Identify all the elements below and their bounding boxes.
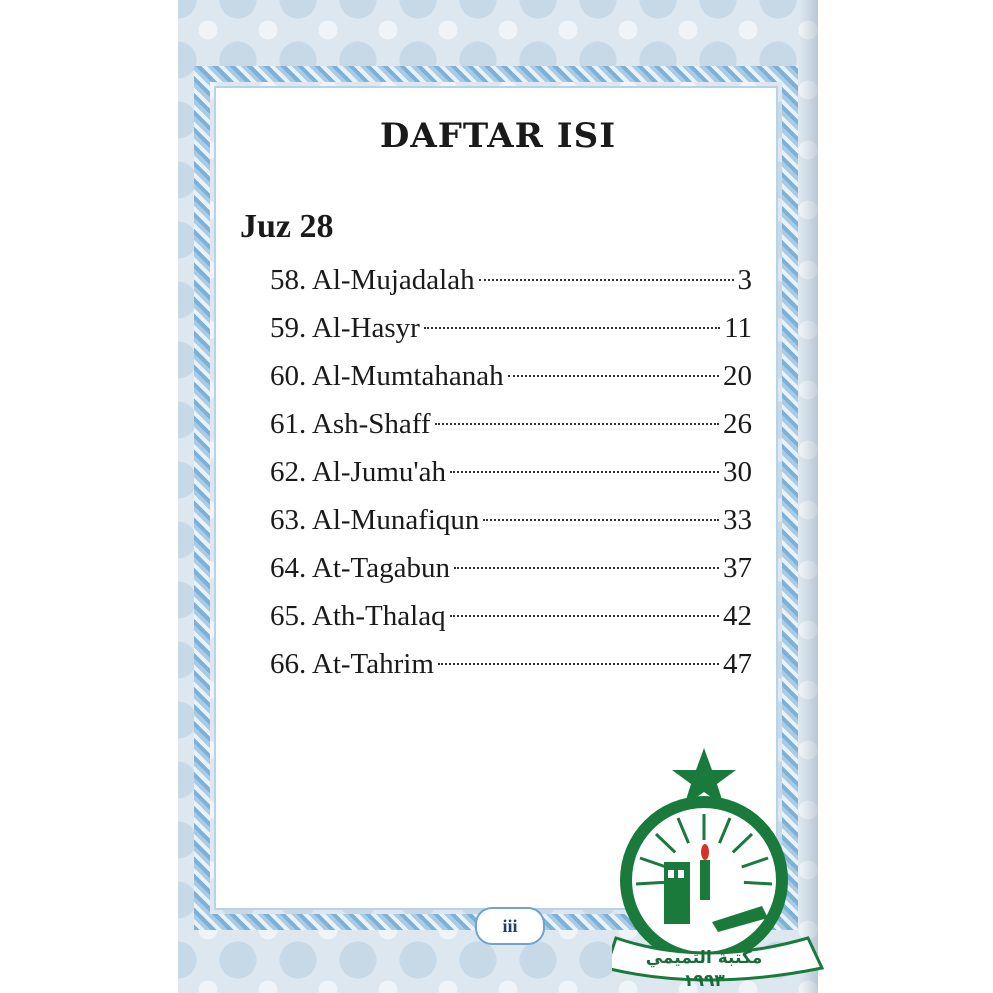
toc-entry[interactable] bbox=[270, 400, 752, 448]
dot-leader bbox=[454, 567, 719, 569]
dot-leader bbox=[450, 615, 719, 617]
publisher-logo bbox=[612, 742, 832, 990]
toc-entry-label: 59. Al-Hasyr bbox=[270, 312, 420, 344]
toc-entry[interactable] bbox=[270, 496, 752, 544]
dot-leader bbox=[424, 327, 720, 329]
toc-entry-page: 3 bbox=[737, 264, 752, 296]
toc-entry-label: 61. Ash-Shaff bbox=[270, 408, 431, 440]
toc-entry-label: 66. At-Tahrim bbox=[270, 648, 434, 680]
toc-entry[interactable] bbox=[270, 592, 752, 640]
candle-icon bbox=[700, 844, 710, 900]
toc-entry-label: 64. At-Tagabun bbox=[270, 552, 450, 584]
toc-entry-label: 60. Al-Mumtahanah bbox=[270, 360, 504, 392]
table-of-contents bbox=[270, 256, 752, 688]
toc-entry-page: 26 bbox=[723, 408, 752, 440]
dot-leader bbox=[450, 471, 719, 473]
logo-year: ١٩٩٣ bbox=[683, 971, 725, 990]
toc-entry-page: 30 bbox=[723, 456, 752, 488]
toc-entry[interactable] bbox=[270, 544, 752, 592]
toc-entry-label: 65. Ath-Thalaq bbox=[270, 600, 446, 632]
page-title: DAFTAR ISI bbox=[379, 116, 617, 156]
toc-entry-label: 62. Al-Jumu'ah bbox=[270, 456, 446, 488]
dot-leader bbox=[435, 423, 719, 425]
section-heading: Juz 28 bbox=[240, 208, 334, 245]
toc-entry-page: 11 bbox=[724, 312, 752, 344]
toc-entry-page: 42 bbox=[723, 600, 752, 632]
dot-leader bbox=[483, 519, 719, 521]
toc-entry-page: 37 bbox=[723, 552, 752, 584]
toc-entry-label: 63. Al-Munafiqun bbox=[270, 504, 480, 536]
toc-entry-page: 33 bbox=[723, 504, 752, 536]
dot-leader bbox=[508, 375, 719, 377]
toc-entry[interactable] bbox=[270, 352, 752, 400]
page-number-badge: iii bbox=[475, 907, 545, 945]
toc-entry-page: 20 bbox=[723, 360, 752, 392]
logo-arabic-name: مكتبة التميمي bbox=[645, 948, 763, 968]
toc-entry-label: 58. Al-Mujadalah bbox=[270, 264, 475, 296]
toc-entry[interactable] bbox=[270, 448, 752, 496]
dot-leader bbox=[438, 663, 719, 665]
toc-entry[interactable] bbox=[270, 640, 752, 688]
dot-leader bbox=[479, 279, 734, 281]
toc-entry[interactable] bbox=[270, 256, 752, 304]
toc-entry[interactable] bbox=[270, 304, 752, 352]
toc-entry-page: 47 bbox=[723, 648, 752, 680]
